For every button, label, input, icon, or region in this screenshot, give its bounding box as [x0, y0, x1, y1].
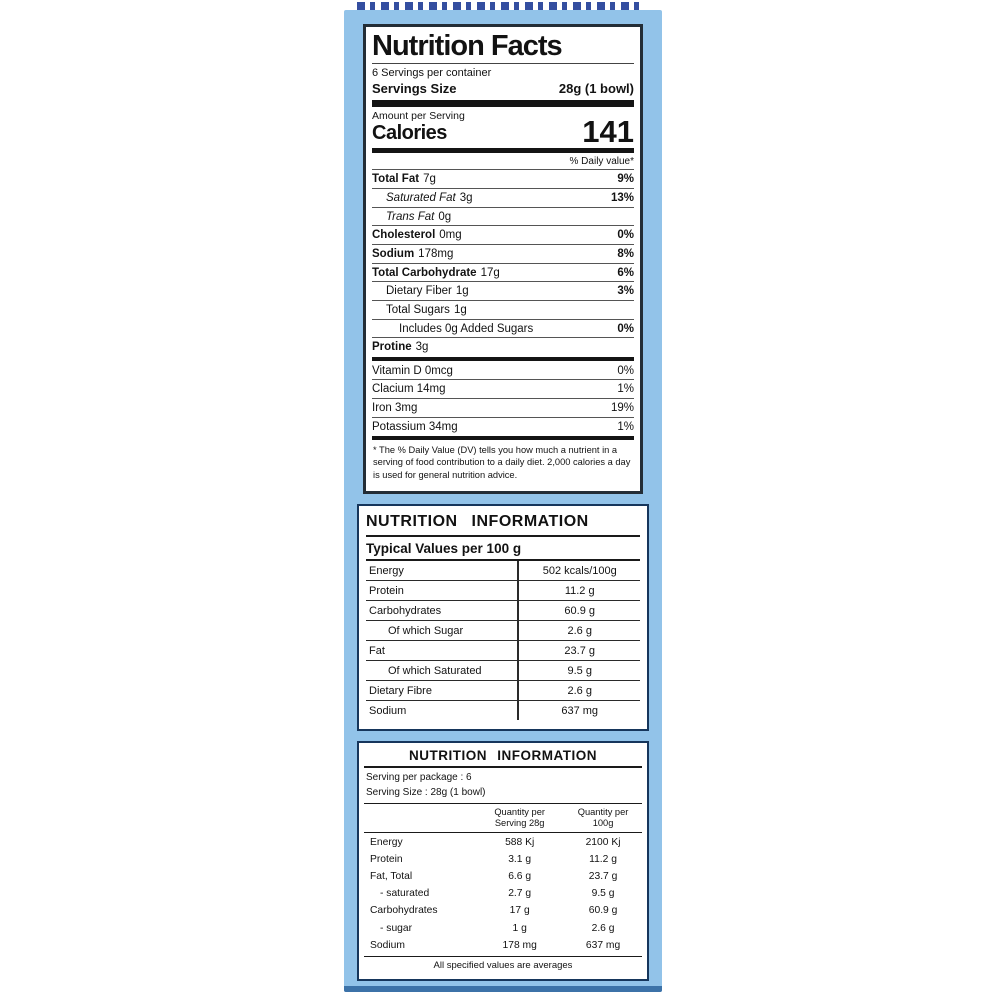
nutrient-row [372, 282, 634, 301]
serving-size-label: Servings Size [372, 81, 457, 97]
col-header-per-100g: Quantity per 100g [577, 807, 629, 829]
panel-title: NUTRITION INFORMATION [366, 510, 640, 537]
nutrient-amount: 1g [453, 303, 467, 316]
vitamin-row [372, 399, 634, 418]
table-row [364, 902, 642, 919]
nutrient-label: Trans Fat [386, 210, 435, 223]
row-per-serving: 588 Kj [505, 836, 535, 848]
serving-per-package: Serving per package : 6 [366, 772, 472, 783]
nutrient-label: Total Fat [372, 173, 420, 186]
nutrient-amount: 0mg [439, 229, 462, 242]
row-per-100g: 2.6 g [591, 922, 615, 934]
row-per-100g: 11.2 g [589, 853, 617, 865]
row-label: Fat [366, 641, 519, 660]
col-header-per-serving: Quantity per Serving 28g [494, 807, 545, 829]
row-per-100g: 9.5 g [591, 888, 615, 900]
row-value: 2.6 g [567, 685, 592, 697]
nutrient-label: Cholesterol [372, 229, 436, 242]
row-label: Energy [370, 836, 403, 848]
nutrient-label: Dietary Fiber [386, 285, 452, 298]
vitamin-row [372, 362, 634, 381]
thick-divider [372, 100, 634, 107]
nutrition-information-per-serving-panel [357, 741, 649, 981]
calories-block [372, 109, 634, 147]
vitamin-label: Clacium 14mg [372, 383, 446, 396]
nutrient-label: Sodium [372, 248, 415, 260]
nutrient-label: Saturated Fat [386, 192, 456, 205]
nutrient-label: Total Carbohydrate [372, 266, 477, 279]
nutrient-amount: 1g [455, 285, 469, 298]
row-value: 23.7 g [564, 645, 596, 657]
serving-size-value: 28g (1 bowl) [558, 81, 634, 97]
row-label: Of which Saturated [366, 661, 519, 680]
row-label: Protein [370, 853, 403, 865]
nutrient-row [372, 189, 634, 208]
daily-value-footnote: * The % Daily Value (DV) tells you how much a nutrient in a serving of food contribution to a daily diet. 2,000 calories a day is used for general nutrition advice. [373, 445, 631, 480]
vitamin-dv: 0% [617, 364, 634, 377]
nutrient-amount: 3g [459, 192, 473, 205]
serving-size: Serving Size : 28g (1 bowl) [366, 786, 486, 798]
row-label: - saturated [380, 888, 430, 900]
row-per-serving: 17 g [509, 905, 530, 917]
row-per-100g: 2100 Kj [585, 836, 621, 848]
row-label: Of which Sugar [366, 621, 519, 640]
package-label-area [344, 10, 662, 992]
nutrient-dv: 0% [617, 322, 634, 335]
vitamin-dv: 1% [617, 383, 634, 396]
row-per-serving: 1 g [512, 922, 527, 934]
averages-footer: All specified values are averages [364, 956, 642, 973]
nutrient-row [372, 226, 634, 245]
nutrient-dv: 3% [617, 285, 634, 298]
nutrient-label: Total Sugars [386, 303, 450, 316]
nutrition-facts-title: Nutrition Facts [372, 30, 562, 62]
row-label: Protein [366, 581, 519, 600]
nutrient-row [372, 245, 634, 264]
row-label: Fat, Total [370, 870, 413, 882]
table-row [366, 621, 640, 641]
nutrient-amount: 3g [415, 341, 429, 354]
nutrition-information-per100g-panel [357, 504, 649, 731]
column-header-row [364, 804, 642, 833]
vitamin-label: Vitamin D 0mcg [372, 364, 453, 377]
table-row [364, 937, 642, 954]
nutrient-amount: 7g [423, 173, 436, 186]
table-row [364, 851, 642, 868]
row-per-serving: 3.1 g [508, 853, 532, 865]
vitamin-dv: 19% [610, 402, 634, 415]
vitamin-dv: 1% [617, 420, 634, 433]
row-value: 9.5 g [567, 665, 592, 677]
row-label: Carbohydrates [366, 601, 519, 620]
thick-divider [372, 436, 634, 440]
table-row [366, 601, 640, 621]
nutrient-dv: 6% [617, 266, 634, 279]
row-per-serving: 2.7 g [508, 888, 532, 900]
row-value: 11.2 g [564, 585, 595, 597]
row-per-100g: 60.9 g [588, 905, 618, 917]
table-row [366, 681, 640, 701]
row-label: Energy [366, 561, 519, 580]
table-row [366, 661, 640, 681]
row-value: 502 kcals/100g [542, 565, 617, 577]
calories-label: Calories [372, 122, 447, 145]
table-row [364, 833, 642, 850]
row-per-100g: 23.7 g [588, 870, 618, 882]
serving-size-row [372, 80, 634, 99]
thick-divider [372, 148, 634, 153]
servings-per-container: 6 Servings per container [372, 67, 492, 80]
row-label: Sodium [370, 939, 405, 951]
calories-value: 141 [582, 113, 634, 149]
nutrient-dv: 0% [617, 229, 634, 242]
row-per-100g: 637 mg [585, 939, 621, 951]
nutrient-row [372, 301, 634, 320]
row-label: Carbohydrates [370, 905, 438, 917]
panel-title: NUTRITION INFORMATION [364, 745, 642, 768]
table-row [366, 641, 640, 661]
row-value: 2.6 g [567, 625, 592, 637]
vitamin-label: Potassium 34mg [372, 420, 458, 433]
serving-info-block [364, 768, 642, 804]
row-label: Sodium [366, 701, 519, 720]
thick-divider [372, 357, 634, 361]
table-row [366, 561, 640, 581]
package-bottom-edge [344, 986, 662, 992]
nutrient-row [372, 208, 634, 227]
typical-values-subtitle: Typical Values per 100 g [366, 537, 640, 561]
row-value: 60.9 g [564, 605, 596, 617]
nutrient-label: Includes 0g Added Sugars [399, 322, 534, 335]
nutrient-amount: 0g [438, 210, 452, 223]
nutrient-amount: 178mg [418, 248, 454, 260]
row-per-serving: 6.6 g [508, 870, 532, 882]
row-label: Dietary Fibre [366, 681, 519, 700]
nutrient-label: Protine [372, 341, 412, 354]
nutrient-row [372, 264, 634, 283]
row-value: 637 mg [561, 705, 599, 717]
nutrition-facts-panel [363, 24, 643, 494]
vitamin-row [372, 380, 634, 399]
nutrient-row [372, 170, 634, 189]
amount-per-serving-label: Amount per Serving [372, 110, 465, 123]
daily-value-header: % Daily value* [372, 154, 634, 170]
table-row [364, 885, 642, 902]
table-row [366, 701, 640, 720]
nutrient-amount: 17g [480, 266, 500, 279]
table-row [366, 581, 640, 601]
row-label: - sugar [380, 922, 413, 934]
nutrient-dv: 8% [617, 248, 634, 260]
row-per-serving: 178 mg [502, 939, 537, 951]
nutrient-row [372, 320, 634, 339]
nutrient-dv: 13% [610, 192, 634, 205]
nutrient-dv: 9% [617, 173, 634, 186]
vitamin-row [372, 418, 634, 436]
vitamin-label: Iron 3mg [372, 402, 418, 415]
table-row [364, 919, 642, 936]
table-row [364, 868, 642, 885]
nutrient-row [372, 338, 634, 356]
